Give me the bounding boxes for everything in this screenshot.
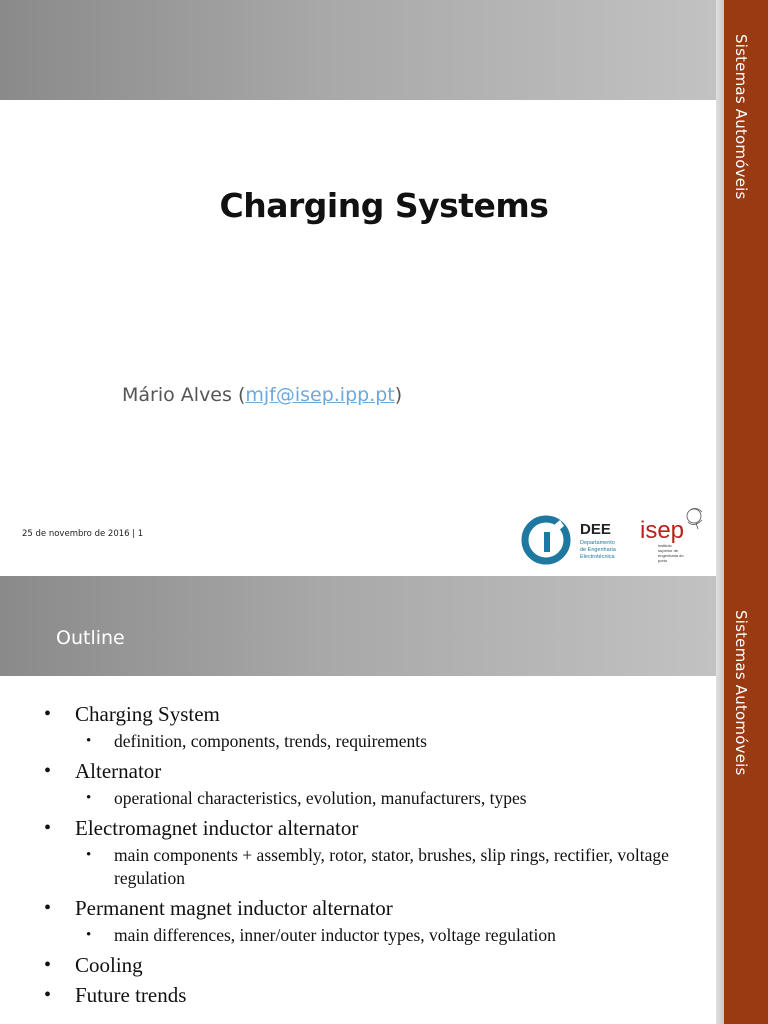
footer-date: 25 de novembro de 2016 | 1 <box>22 529 144 539</box>
sidebar-label: Sistemas Automóveis <box>732 34 750 200</box>
sidebar-divider <box>716 576 724 1024</box>
author-email-link[interactable]: mjf@isep.ipp.pt <box>245 384 395 406</box>
dee-bar-icon <box>544 532 550 552</box>
isep-logo-name: isep <box>640 517 685 544</box>
isep-logo-sub-1: instituto <box>658 543 672 548</box>
outline-subitem: • definition, components, trends, requirements <box>0 730 712 753</box>
outline-item: • Future trends <box>0 981 712 1010</box>
author-open-paren: ( <box>231 384 246 406</box>
isep-logo-sub-3: engenharia do <box>658 553 684 558</box>
isep-logo-sub-2: superior de <box>658 548 679 553</box>
header-banner <box>0 0 716 100</box>
outline-item: • Charging System <box>0 700 712 729</box>
outline-item: • Cooling <box>0 951 712 980</box>
sidebar-label: Sistemas Automóveis <box>732 610 750 776</box>
outline-list <box>0 700 712 1011</box>
isep-logo <box>636 502 708 568</box>
outline-heading: Outline <box>56 627 125 649</box>
dee-logo-name: DEE <box>580 521 611 538</box>
isep-emblem-icon <box>687 508 702 529</box>
author-name: Mário Alves <box>122 384 232 406</box>
author-close-paren: ) <box>394 384 403 406</box>
outline-item: • Electromagnet inductor alternator <box>0 814 712 843</box>
isep-logo-sub-4: porto <box>658 558 668 563</box>
sidebar-divider <box>716 0 724 576</box>
sidebar <box>724 0 768 576</box>
author-line <box>122 384 402 406</box>
sidebar <box>724 576 768 1024</box>
outline-subitem: • main differences, inner/outer inductor types, voltage regulation <box>0 924 712 947</box>
dee-logo-sub-3: Electrotécnica <box>580 554 615 560</box>
outline-subitem: • main components + assembly, rotor, stator, brushes, slip rings, rectifier, voltage regulation <box>0 844 712 890</box>
dee-logo <box>520 512 630 568</box>
outline-item: • Alternator <box>0 757 712 786</box>
slide-title: Charging Systems <box>219 186 549 225</box>
outline-subitem: • operational characteristics, evolution, manufacturers, types <box>0 787 712 810</box>
dee-logo-sub-2: de Engenharia <box>580 547 616 553</box>
outline-item: • Permanent magnet inductor alternator <box>0 894 712 923</box>
header-banner <box>0 576 716 676</box>
dee-logo-sub-1: Departamento <box>580 540 615 546</box>
